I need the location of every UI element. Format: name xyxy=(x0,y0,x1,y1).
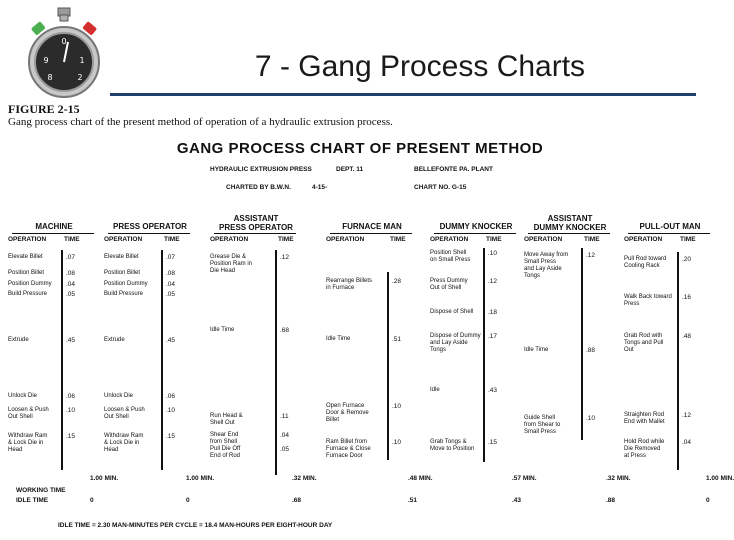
operation-subheading: OPERATION xyxy=(326,236,365,243)
operation-step: Extrude xyxy=(8,337,29,343)
operation-step: Guide Shell from Shear to Small Press xyxy=(524,415,561,435)
operation-step: Position Shell on Small Press xyxy=(430,250,471,263)
step-time: .10 xyxy=(392,403,402,410)
operation-step: Elevate Billet xyxy=(104,254,139,260)
column-idle-time: .43 xyxy=(512,497,522,504)
chart-date: 4-15- xyxy=(312,184,328,191)
operation-subheading: OPERATION xyxy=(8,236,47,243)
step-time: .45 xyxy=(166,337,176,344)
operation-step: Grab Rod with Tongs and Pull Out xyxy=(624,333,664,353)
column-idle-time: .68 xyxy=(292,497,302,504)
idle-time-label: IDLE TIME xyxy=(16,497,49,504)
column-title-rule xyxy=(12,233,94,234)
department: DEPT. 11 xyxy=(336,166,364,173)
operation-step: Withdraw Ram & Lock Die in Head xyxy=(104,433,144,453)
column-title-rule xyxy=(528,233,610,234)
step-time: .06 xyxy=(166,393,176,400)
column-title-rule xyxy=(628,233,710,234)
step-time: .07 xyxy=(66,254,76,261)
svg-text:8: 8 xyxy=(47,73,53,82)
step-time: .12 xyxy=(488,278,498,285)
chart-heading: GANG PROCESS CHART OF PRESENT METHOD xyxy=(176,140,544,157)
operation-subheading: OPERATION xyxy=(210,236,249,243)
operation-step: Grab Tongs & Move to Position xyxy=(430,439,475,452)
column-title-rule xyxy=(108,233,190,234)
operation-step: Position Billet xyxy=(8,270,45,276)
column-title-rule xyxy=(214,233,296,234)
step-time: .28 xyxy=(392,278,402,285)
operation-step: Dispose of Dummy and Lay Aside Tongs xyxy=(430,333,481,353)
time-subheading: TIME xyxy=(164,236,180,243)
step-time: .10 xyxy=(66,407,76,414)
time-subheading: TIME xyxy=(278,236,294,243)
operation-subheading: OPERATION xyxy=(624,236,663,243)
timeline-bar xyxy=(483,248,485,462)
step-time: .43 xyxy=(488,387,498,394)
column-idle-time: .88 xyxy=(606,497,616,504)
step-time: .05 xyxy=(280,446,290,453)
step-time: .07 xyxy=(166,254,176,261)
operation-subheading: OPERATION xyxy=(104,236,143,243)
operation-step: Position Billet xyxy=(104,270,141,276)
column-idle-time: 0 xyxy=(706,497,710,504)
svg-text:2: 2 xyxy=(77,73,83,82)
svg-text:0: 0 xyxy=(61,37,67,46)
column-working-time: .48 MIN. xyxy=(408,475,433,482)
operation-subheading: OPERATION xyxy=(430,236,469,243)
time-subheading: TIME xyxy=(680,236,696,243)
idle-time-summary: IDLE TIME = 2.30 MAN-MINUTES PER CYCLE = 18.4 MAN-HOURS PER EIGHT-HOUR DAY xyxy=(58,522,333,529)
operation-step: Position Dummy xyxy=(104,281,148,287)
column-working-time: .57 MIN. xyxy=(512,475,537,482)
column-working-time: 1.00 MIN. xyxy=(90,475,119,482)
step-time: .10 xyxy=(488,250,498,257)
timeline-bar xyxy=(275,250,277,475)
operation-step: Idle Time xyxy=(210,327,235,333)
press-name: HYDRAULIC EXTRUSION PRESS xyxy=(210,166,312,173)
column-working-time: .32 MIN. xyxy=(606,475,631,482)
operation-step: Press Dummy Out of Shell xyxy=(430,278,468,291)
operation-step: Unlock Die xyxy=(104,393,134,399)
title-divider xyxy=(110,93,696,96)
operation-step: Idle Time xyxy=(326,336,351,342)
time-subheading: TIME xyxy=(390,236,406,243)
step-time: .12 xyxy=(682,412,692,419)
step-time: .08 xyxy=(66,270,76,277)
chart-number: CHART NO. G-15 xyxy=(414,184,467,191)
step-time: .12 xyxy=(586,252,596,259)
column-title-rule xyxy=(434,233,516,234)
column-working-time: 1.00 MIN. xyxy=(186,475,215,482)
column-title-rule xyxy=(330,233,412,234)
time-subheading: TIME xyxy=(584,236,600,243)
step-time: .04 xyxy=(66,281,76,288)
operation-step: Walk Back toward Press xyxy=(624,294,672,307)
operation-subheading: OPERATION xyxy=(524,236,563,243)
step-time: .45 xyxy=(66,337,76,344)
timeline-bar xyxy=(677,252,679,470)
figure-number: FIGURE 2-15 xyxy=(8,102,80,116)
operation-step: Build Pressure xyxy=(8,291,48,297)
column-idle-time: 0 xyxy=(186,497,190,504)
operation-step: Idle xyxy=(430,387,440,393)
operation-step: Straighten Rod End with Mallet xyxy=(624,412,665,425)
operation-step: Run Head & Shell Out xyxy=(210,413,243,426)
column-working-time: .32 MIN. xyxy=(292,475,317,482)
step-time: .10 xyxy=(586,415,596,422)
operation-step: Grease Die & Position Ram in Die Head xyxy=(210,254,253,274)
step-time: .04 xyxy=(682,439,692,446)
operation-step: Hold Rod while Die Removed at Press xyxy=(624,439,665,459)
charted-by: CHARTED BY B.W.N. xyxy=(226,184,291,191)
step-time: .11 xyxy=(280,413,289,420)
step-time: .16 xyxy=(682,294,692,301)
operation-step: Loosen & Push Out Shell xyxy=(104,407,145,420)
operation-step: Unlock Die xyxy=(8,393,38,399)
time-subheading: TIME xyxy=(486,236,502,243)
step-time: .05 xyxy=(166,291,176,298)
step-time: .04 xyxy=(280,432,290,439)
step-time: .10 xyxy=(392,439,402,446)
step-time: .10 xyxy=(166,407,176,414)
step-time: .04 xyxy=(166,281,176,288)
step-time: .15 xyxy=(488,439,498,446)
step-time: .68 xyxy=(280,327,290,334)
column-title: PULL-OUT MAN xyxy=(639,222,701,231)
step-time: .20 xyxy=(682,256,692,263)
step-time: .88 xyxy=(586,347,596,354)
operation-step: Open Furnace Door & Remove Billet xyxy=(326,403,369,423)
operation-step: Rearrange Billets in Furnace xyxy=(326,278,373,291)
timeline-bar xyxy=(387,272,389,460)
plant-name: BELLEFONTE PA. PLANT xyxy=(414,166,493,173)
operation-step: Pull Rod toward Cooling Rack xyxy=(624,256,667,269)
operation-step: Extrude xyxy=(104,337,125,343)
column-title: DUMMY KNOCKER xyxy=(439,222,513,231)
operation-step: Build Pressure xyxy=(104,291,144,297)
column-working-time: 1.00 MIN. xyxy=(706,475,734,482)
slide-title: 7 - Gang Process Charts xyxy=(254,50,586,83)
step-time: .51 xyxy=(392,336,402,343)
step-time: .12 xyxy=(280,254,290,261)
column-title: ASSISTANT PRESS OPERATOR xyxy=(219,214,293,232)
operation-step: Move Away from Small Press and Lay Aside Tongs xyxy=(524,252,569,279)
column-idle-time: 0 xyxy=(90,497,94,504)
figure-caption: Gang process chart of the present method of operation of a hydraulic extrusion process. xyxy=(8,116,393,128)
step-time: .08 xyxy=(166,270,176,277)
operation-step: Pull Die Off End of Rod xyxy=(210,446,241,459)
timeline-bar xyxy=(161,250,163,470)
step-time: .05 xyxy=(66,291,76,298)
step-time: .15 xyxy=(166,433,176,440)
step-time: .17 xyxy=(488,333,498,340)
stopwatch-icon xyxy=(22,6,108,98)
step-time: .06 xyxy=(66,393,76,400)
step-time: .18 xyxy=(488,309,498,316)
step-time: .15 xyxy=(66,433,76,440)
working-time-label: WORKING TIME xyxy=(16,487,66,494)
column-title: ASSISTANT DUMMY KNOCKER xyxy=(533,214,607,232)
operation-step: Ram Billet from Furnace & Close Furnace Door xyxy=(326,439,371,459)
column-title: PRESS OPERATOR xyxy=(113,222,187,231)
timeline-bar xyxy=(581,248,583,440)
svg-text:1: 1 xyxy=(79,56,85,65)
operation-step: Dispose of Shell xyxy=(430,309,474,315)
column-idle-time: .51 xyxy=(408,497,418,504)
operation-step: Withdraw Ram & Lock Die in Head xyxy=(8,433,48,453)
timeline-bar xyxy=(61,250,63,470)
time-subheading: TIME xyxy=(64,236,80,243)
operation-step: Loosen & Push Out Shell xyxy=(8,407,49,420)
operation-step: Shear End from Shell xyxy=(210,432,239,445)
operation-step: Elevate Billet xyxy=(8,254,43,260)
svg-text:9: 9 xyxy=(43,56,49,65)
operation-step: Idle Time xyxy=(524,347,549,353)
column-title: FURNACE MAN xyxy=(342,222,402,231)
step-time: .48 xyxy=(682,333,692,340)
column-title: MACHINE xyxy=(35,222,73,231)
operation-step: Position Dummy xyxy=(8,281,52,287)
